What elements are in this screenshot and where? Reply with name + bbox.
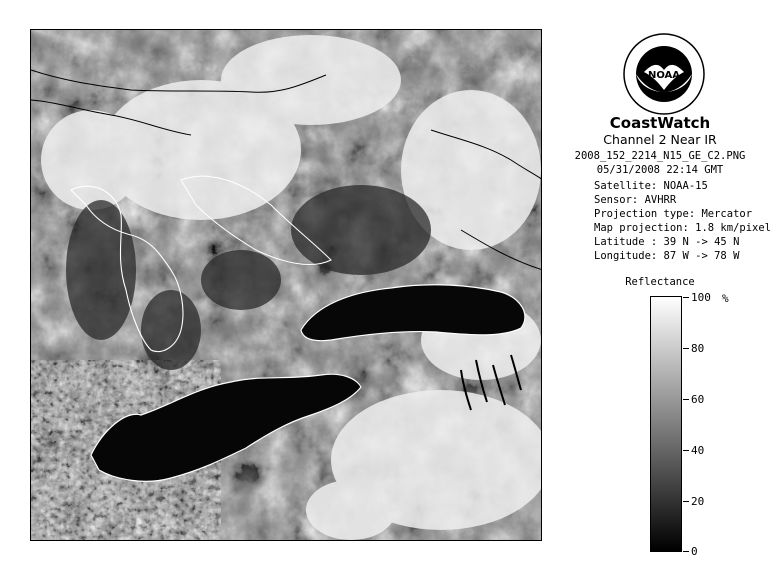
info-panel — [560, 10, 775, 565]
colorbar-tick-label: 100 — [691, 291, 711, 304]
filename: 2008_152_2214_N15_GE_C2.PNG — [574, 150, 746, 162]
product-name: CoastWatch — [609, 114, 711, 132]
colorbar-tick-label: 40 — [691, 444, 705, 457]
projection-type-label: Projection type: Mercator — [594, 208, 753, 220]
longitude-label: Longitude: 87 W -> 78 W — [594, 250, 740, 262]
svg-text:NOAA: NOAA — [647, 70, 681, 81]
colorbar-tick — [683, 399, 689, 400]
datetime: 05/31/2008 22:14 GMT — [596, 164, 724, 176]
latitude-label: Latitude : 39 N -> 45 N — [594, 236, 740, 248]
colorbar-tick-label: 80 — [691, 342, 705, 355]
colorbar-tick — [683, 348, 689, 349]
sensor-label: Sensor: AVHRR — [594, 194, 677, 206]
colorbar-unit: % — [722, 292, 729, 305]
satellite-label: Satellite: NOAA-15 — [594, 180, 708, 192]
colorbar-tick — [683, 501, 689, 502]
colorbar-tick — [683, 551, 689, 552]
channel-label: Channel 2 Near IR — [603, 132, 717, 147]
reflectance-colorbar — [650, 296, 682, 552]
noaa-logo-icon — [622, 32, 706, 116]
colorbar-title: Reflectance — [625, 276, 695, 288]
satellite-map — [31, 30, 542, 541]
colorbar-tick-label: 60 — [691, 393, 705, 406]
colorbar-tick — [683, 450, 689, 451]
colorbar-tick-label: 0 — [691, 545, 698, 558]
map-projection-label: Map projection: 1.8 km/pixel — [594, 222, 772, 234]
colorbar-tick — [683, 297, 689, 298]
colorbar-tick-label: 20 — [691, 495, 705, 508]
satellite-image — [30, 29, 542, 541]
